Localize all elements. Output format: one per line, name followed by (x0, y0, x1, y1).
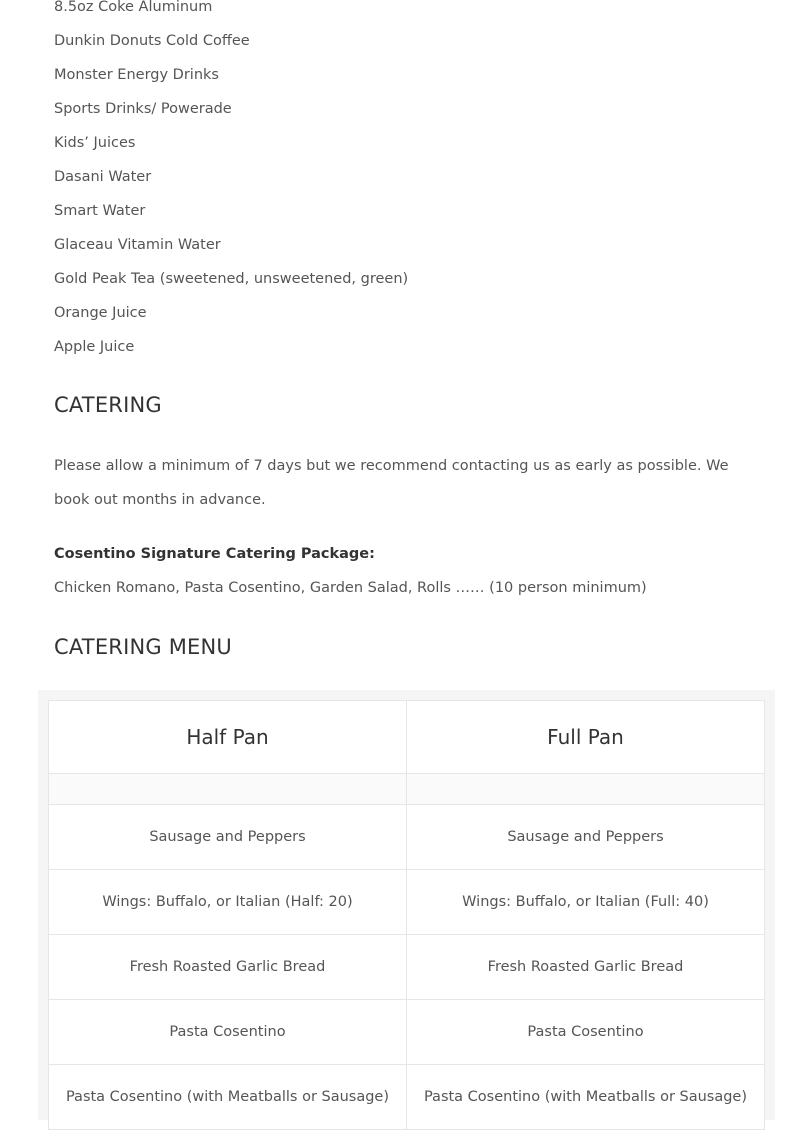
table-row (49, 870, 765, 935)
table-cell (407, 774, 765, 805)
table-cell: Pasta Cosentino (with Meatballs or Sausage) (49, 1065, 407, 1130)
list-item: Kids’ Juices (54, 135, 136, 151)
package-description: Chicken Romano, Pasta Cosentino, Garden Salad, Rolls …… (10 person minimum) (54, 580, 647, 596)
package-title: Cosentino Signature Catering Package: (54, 546, 375, 562)
list-item: Dasani Water (54, 169, 152, 185)
catering-menu-heading: CATERING MENU (54, 635, 233, 659)
table-cell: Pasta Cosentino (407, 1000, 765, 1065)
list-item: Dunkin Donuts Cold Coffee (54, 33, 250, 49)
list-item: Apple Juice (54, 339, 135, 355)
table-cell: Pasta Cosentino (49, 1000, 407, 1065)
table-row (49, 1065, 765, 1130)
table-cell: Sausage and Peppers (49, 805, 407, 870)
table-cell: Fresh Roasted Garlic Bread (407, 935, 765, 1000)
list-item: 8.5oz Coke Aluminum (54, 0, 213, 15)
table-row (49, 935, 765, 1000)
list-item: Smart Water (54, 203, 146, 219)
list-item: Orange Juice (54, 305, 147, 321)
table-header-row (49, 701, 765, 774)
table-cell: Sausage and Peppers (407, 805, 765, 870)
table-spacer-row (49, 774, 765, 805)
column-header-half-pan: Half Pan (49, 701, 407, 774)
catering-heading: CATERING (54, 393, 162, 417)
drink-list (54, 0, 408, 366)
table-cell: Wings: Buffalo, or Italian (Half: 20) (49, 870, 407, 935)
list-item: Glaceau Vitamin Water (54, 237, 221, 253)
list-item: Gold Peak Tea (sweetened, unsweetened, green) (54, 271, 409, 287)
table-cell: Pasta Cosentino (with Meatballs or Sausage) (407, 1065, 765, 1130)
table-row (49, 805, 765, 870)
list-item: Monster Energy Drinks (54, 67, 219, 83)
catering-intro: Please allow a minimum of 7 days but we recommend contacting us as early as possible. We book out months in advance. (54, 458, 729, 508)
table-cell (49, 774, 407, 805)
list-item: Sports Drinks/ Powerade (54, 101, 232, 117)
table-cell: Wings: Buffalo, or Italian (Full: 40) (407, 870, 765, 935)
catering-menu-table (48, 700, 765, 1130)
table-row (49, 1000, 765, 1065)
catering-menu-table-container (38, 690, 775, 1120)
column-header-full-pan: Full Pan (407, 701, 765, 774)
table-cell: Fresh Roasted Garlic Bread (49, 935, 407, 1000)
